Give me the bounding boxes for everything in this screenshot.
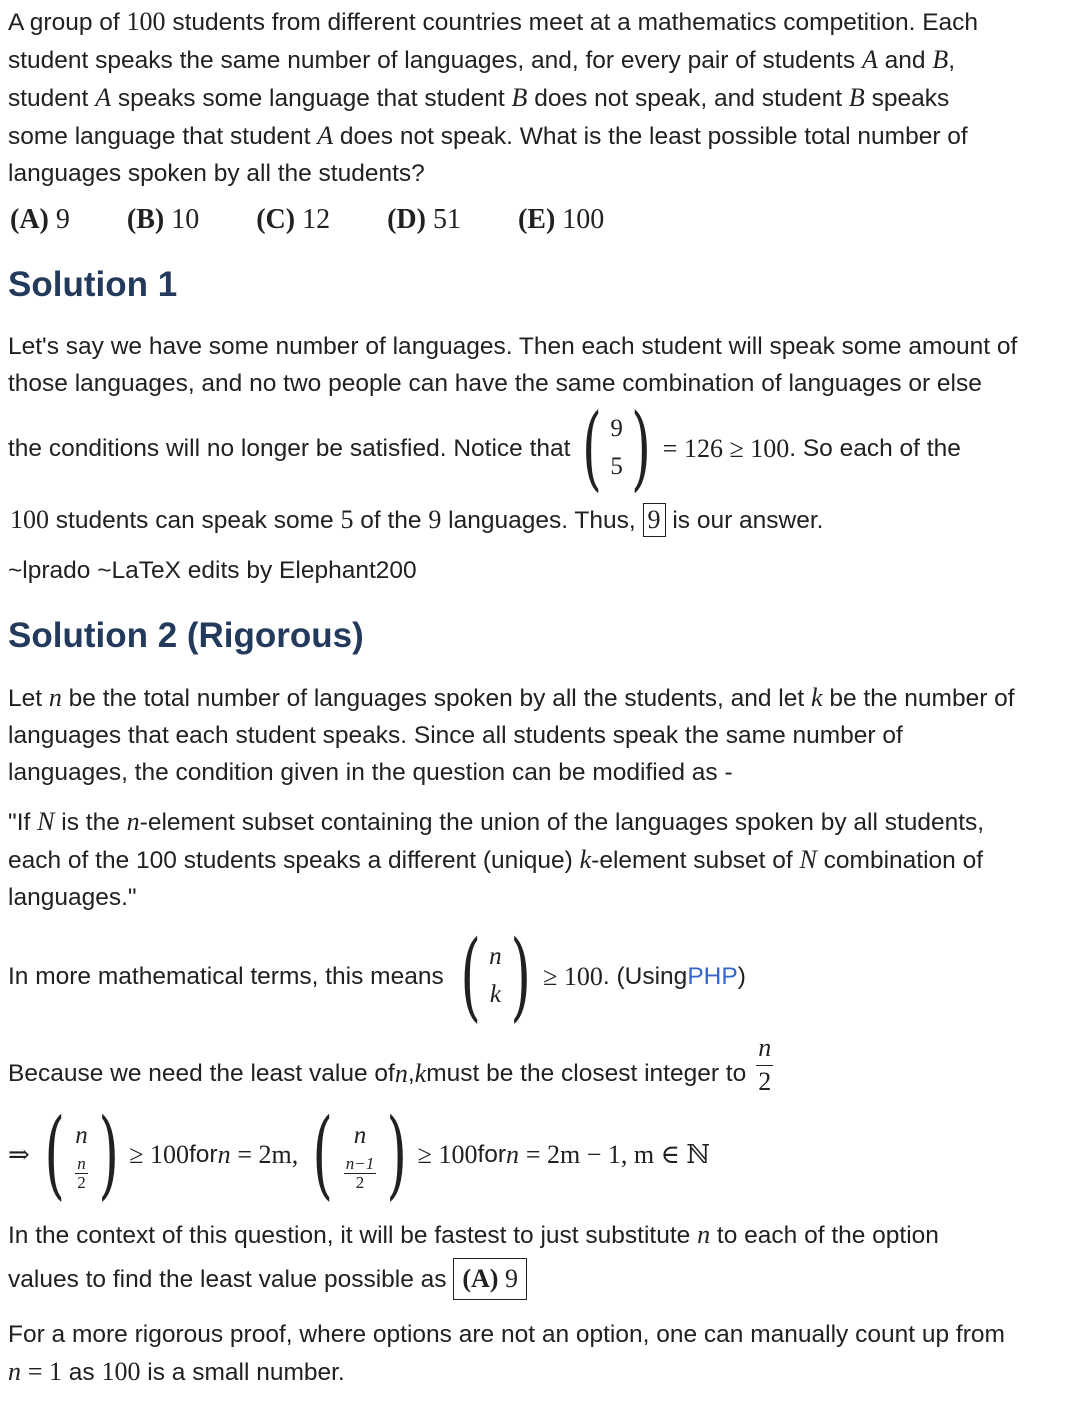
answer-choices [10,200,654,240]
binomial-9-choose-5: ( 9 5 ) [582,394,651,501]
solution-2-rigorous-note: For a more rigorous proof, where options are not an option, one can manually count up from n = 1 as 100 is a small number. [8,1321,1005,1386]
binomial-n-choose-half-n-minus-1: ( n $\frac{n-1}{2}$ ) [312,1098,408,1210]
solution-1-credit: ~lprado ~LaTeX edits by Elephant200 [8,557,417,584]
solution-2-context: In the context of this question, it will be fastest to just substitute n to each of the option values to find the least value possible as (A) 9 [8,1216,1080,1300]
php-link[interactable]: PHP [687,962,738,990]
solution-2-heading: Solution 2 (Rigorous) [8,616,364,655]
choice-b: (B) 10 [126,204,200,235]
fraction-n-over-2: $\frac{n}{2}$ [758,1032,772,1096]
solution-2-intro: Let n be the total number of languages spoken by all the students, and let k be the number of languages that each student speaks. Since all students speak the same number of languages, the condition given in the question can be modified as - [8,683,1015,786]
problem-statement: A group of 100 students from different countries meet at a mathematics competition. Each student speaks the same number of languages, and, for every pair of students A and B, student A speaks some language that student B does not speak, and student B speaks some language that student A does not speak. What is the least possible total number of languages spoken by all the students? [8,7,979,187]
choice-d: (D) 51 [387,204,461,235]
choice-e: (E) 100 [517,204,605,235]
solution-1-binomial-line: the conditions will no longer be satisfied. Notice that ( 9 5 ) = 126 ≥ 100 . So each of the [8,394,961,501]
solution-1-conclusion: 100 students can speak some 5 of the 9 languages. Thus, 9 is our answer. [10,501,823,539]
solution-2-implication-line: ⇒ ( n $\frac{n}{2}$ ) ≥ 100 for n = 2m, ( n $\frac{n-1}{2}$ ) ≥ 100 for n = 2m − 1, m ∈ ℕ [8,1098,711,1210]
binomial-n-choose-half-n: ( n $\frac{n}{2}$ ) [44,1098,119,1210]
boxed-final-answer: (A) 9 [453,1258,527,1300]
solution-2-math-line: In more mathematical terms, this means ( n k ) ≥ 100 . (Using PHP ) [8,920,746,1032]
binomial-n-choose-k: ( n k ) [460,920,531,1032]
solution-2-quote: "If N is the n-element subset containing the union of the languages spoken by all students, each of the 100 students speaks a different (unique) k-element subset of N combination of languages." [8,807,985,911]
solution-1-heading: Solution 1 [8,265,178,304]
choice-c: (C) 12 [256,204,331,235]
solution-2-closest-line: Because we need the least value of n , k must be the closest integer to $\frac{n}{2}$ [8,1032,772,1096]
boxed-answer: 9 [643,503,666,537]
solution-1-body: Let's say we have some number of languages. Then each student will speak some amount of those languages, and no two people can have the same combination of languages or else [8,333,1018,397]
choice-a: (A) 9 [10,204,70,235]
